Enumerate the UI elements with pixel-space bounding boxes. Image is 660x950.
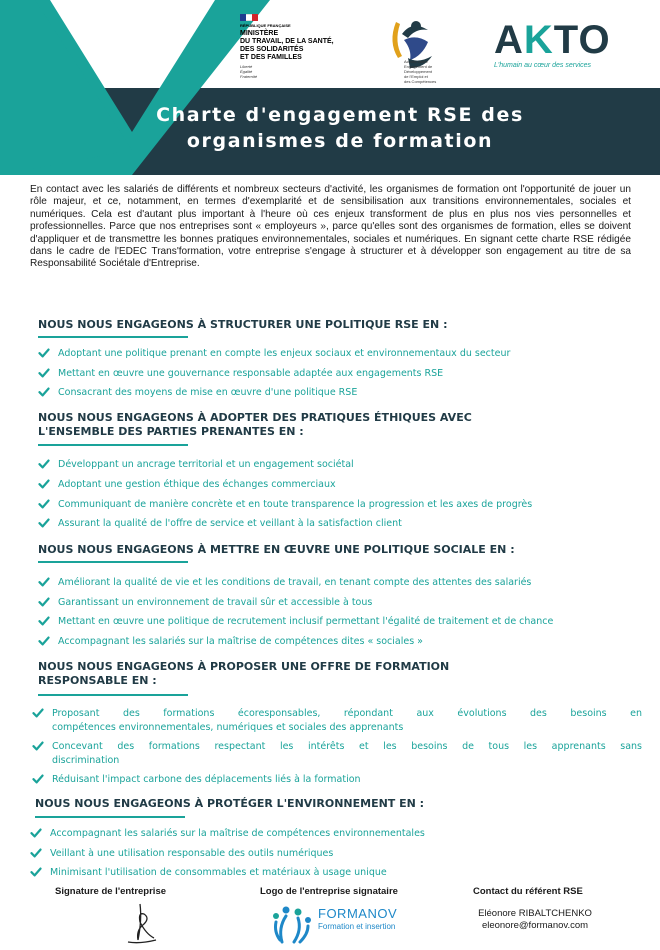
- logo-label: Logo de l'entreprise signataire: [260, 886, 398, 897]
- section-underline: [38, 561, 188, 563]
- commitment-item: [38, 615, 648, 629]
- section-underline: [35, 816, 185, 818]
- commitment-text: Communiquant de manière concrète et en toute transparence la progression et les axes de progrès: [58, 498, 533, 510]
- section-title: NOUS NOUS ENGAGEONS À ADOPTER DES PRATIQUES ÉTHIQUES AVEC L'ENSEMBLE DES PARTIES PRENANTES EN :: [38, 411, 472, 438]
- republic-label: RÉPUBLIQUE FRANÇAISE: [240, 23, 291, 28]
- check-icon: [38, 386, 50, 398]
- commitment-item: [30, 827, 640, 841]
- section-underline: [38, 444, 188, 446]
- commitment-item: [32, 740, 642, 768]
- akto-letter-a: A: [494, 18, 524, 62]
- akto-tagline: L'humain au cœur des services: [494, 62, 592, 69]
- formanov-wordmark: [318, 906, 397, 931]
- commitment-item: [32, 707, 642, 735]
- commitment-item: [38, 478, 638, 492]
- header: [0, 0, 660, 175]
- commitment-item: [38, 458, 638, 472]
- commitment-text: Garantissant un environnement de travail sûr et accessible à tous: [58, 596, 373, 608]
- formanov-tagline: Formation et insertion: [318, 922, 396, 931]
- edec-caption: Accord-cadre Engagement de Développement de l'Emploi et des Compétences: [404, 59, 437, 84]
- commitment-text: Réduisant l'impact carbone des déplacements liés à la formation: [52, 774, 361, 785]
- section-underline: [38, 694, 188, 696]
- commitment-item: [38, 498, 638, 512]
- check-icon: [38, 347, 50, 359]
- section-title: NOUS NOUS ENGAGEONS À PROTÉGER L'ENVIRONNEMENT EN :: [35, 797, 425, 810]
- ministry-logo: [240, 14, 360, 79]
- commitment-item: [38, 367, 638, 381]
- check-icon: [30, 827, 42, 839]
- akto-logo: [494, 20, 634, 69]
- contact-block: [470, 908, 600, 932]
- commitment-text: Améliorant la qualité de vie et les conditions de travail, en tenant compte des attentes des salariés: [58, 577, 532, 588]
- commitment-text: Mettant en œuvre une politique de recrutement inclusif permettant l'égalité de traitement et de chance: [58, 616, 554, 628]
- document-title: Charte d'engagement RSE des organismes de formation: [156, 104, 524, 152]
- commitment-item: [30, 847, 640, 861]
- commitment-item: [38, 517, 638, 531]
- commitment-text: Veillant à une utilisation responsable des outils numériques: [50, 847, 334, 859]
- commitment-text: Proposant des formations écoresponsables, répondant aux évolutions des besoins en: [52, 708, 642, 719]
- intro-paragraph: En contact avec les salariés de différents et nombreux secteurs d'activité, les organismes de formation ont l'opportunité de jouer un rôle majeur, et ce, notamment, en termes d'exemplarité et de sensibilisation aux transitions environnementales, sociales et numériques. Cela est d'autant plus important à l'heure où ces enjeux transforment de plus en plus nos vies personnelles et professionnelles. Parce que nos entreprises sont « employeurs », parce qu'elles sont des organismes de formation, elles se doivent d'appliquer et de transmettre les bonnes pratiques environnementales, sociales et numériques. En signant cette charte RSE rédigée dans le cadre de l'EDEC Trans'formation, votre entreprise s'engage à structurer et à développer son engagement au titre de sa Responsabilité Sociétale d'Entreprise.: [30, 184, 631, 270]
- french-flag-icon: [240, 14, 258, 21]
- commitment-item: [38, 576, 648, 590]
- contact-label: Contact du référent RSE: [473, 886, 583, 897]
- check-icon: [38, 458, 50, 470]
- akto-letters-to: TO: [553, 18, 611, 62]
- ministry-name: MINISTÈRE DU TRAVAIL, DE LA SANTÉ, DES SOLIDARITÉS ET DES FAMILLES: [240, 30, 334, 61]
- section-underline: [38, 336, 188, 338]
- check-icon: [38, 635, 50, 647]
- check-icon: [38, 367, 50, 379]
- check-icon: [38, 517, 50, 529]
- check-icon: [32, 773, 44, 785]
- republic-motto: Liberté Égalité Fraternité: [240, 64, 258, 79]
- commitment-text: Assurant la qualité de l'offre de service et veillant à la satisfaction client: [58, 518, 402, 530]
- akto-letter-k: K: [523, 18, 554, 62]
- signature-image: [118, 900, 164, 946]
- signature-label: Signature de l'entreprise: [55, 886, 167, 897]
- section-title: NOUS NOUS ENGAGEONS À STRUCTURER UNE POLITIQUE RSE EN :: [38, 318, 448, 331]
- commitment-item: [38, 386, 638, 400]
- commitment-text: Concevant des formations respectant les intérêts et les besoins de tous les apprenants sans: [52, 741, 642, 752]
- commitment-item: [30, 866, 640, 880]
- commitment-text: Adoptant une politique prenant en compte les enjeux sociaux et environnementaux du secteur: [58, 348, 511, 359]
- check-icon: [30, 866, 42, 878]
- check-icon: [38, 615, 50, 627]
- contact-name: Eléonore RIBALTCHENKO: [478, 908, 592, 919]
- check-icon: [32, 740, 44, 752]
- commitment-item: [38, 596, 648, 610]
- commitment-item: [38, 347, 638, 361]
- section-title: NOUS NOUS ENGAGEONS À PROPOSER UNE OFFRE DE FORMATION RESPONSABLE EN :: [38, 660, 450, 687]
- commitment-text: Mettant en œuvre une gouvernance responsable adaptée aux engagements RSE: [58, 367, 444, 379]
- commitment-text: Accompagnant les salariés sur la maîtrise de compétences dites « sociales »: [58, 635, 423, 647]
- commitment-text: Accompagnant les salariés sur la maîtrise de compétences environnementales: [50, 828, 425, 839]
- check-icon: [32, 707, 44, 719]
- check-icon: [38, 498, 50, 510]
- commitment-item: [32, 773, 642, 787]
- commitment-text: Consacrant des moyens de mise en œuvre d'une politique RSE: [58, 387, 358, 398]
- commitment-item: [38, 635, 648, 649]
- commitment-text: discrimination: [52, 755, 120, 766]
- formanov-name: FORMANOV: [318, 906, 398, 921]
- check-icon: [30, 847, 42, 859]
- contact-email[interactable]: eleonore@formanov.com: [481, 920, 589, 931]
- check-icon: [38, 596, 50, 608]
- section-title: NOUS NOUS ENGAGEONS À METTRE EN ŒUVRE UNE POLITIQUE SOCIALE EN :: [38, 543, 515, 556]
- commitment-text: compétences environnementales, numériques et sociales des apprenants: [52, 722, 404, 733]
- commitment-text: Adoptant une gestion éthique des échanges commerciaux: [58, 478, 336, 490]
- commitment-text: Minimisant l'utilisation de consommables et matériaux à usage unique: [50, 867, 387, 879]
- commitment-text: Développant un ancrage territorial et un engagement sociétal: [58, 459, 354, 470]
- check-icon: [38, 478, 50, 490]
- check-icon: [38, 576, 50, 588]
